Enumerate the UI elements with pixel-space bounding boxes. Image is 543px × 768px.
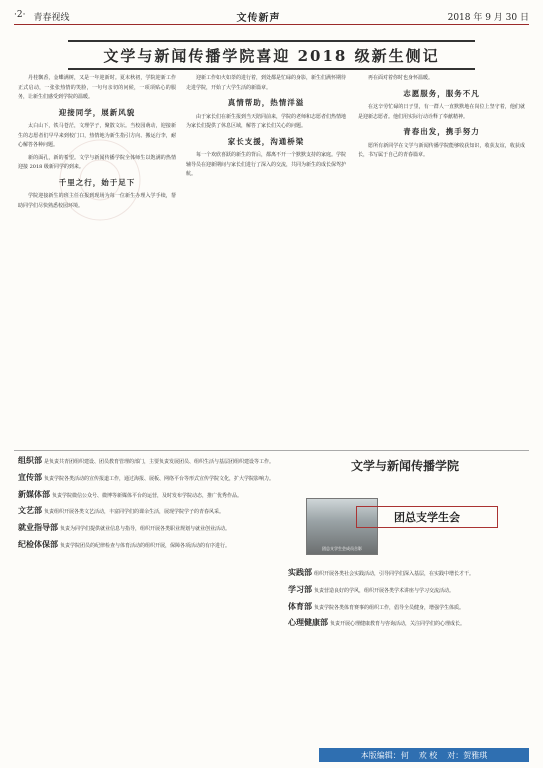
subheading: 家长支援，沟通桥梁 [227, 136, 305, 146]
page-number: ·2· [14, 9, 26, 20]
lower-section [14, 450, 529, 768]
issue-date: 2018 年 9 月 30 日 [447, 12, 529, 23]
group-photo: 团总支学生会成员合影 [306, 498, 378, 555]
student-union-subtitle: 团总支学生会 [356, 506, 498, 528]
article-column-2: 迎新工作如火如荼的进行着，到处都是忙碌的身影，新生们满怀期待走进学院，开始了大学生活的新篇章。 真情帮助，热情洋溢 由于家长们在新生报到当天陪同前来，学院的老师和志愿者们热情地为家长们提供了休息区域，解答了家长们关心的问题。 家长支援，沟通桥梁 每一个欢欣喜跃的新生的背后，都离不开一个默默支持的家庭。学院辅导员在迎新期间与家长们进行了深入的交流，共同为新生的成长保驾护航。 [186, 75, 346, 177]
list-item: 文艺部 负责组织开展各类文艺活动，丰富同学们的课余生活，展现学院学子的青春风采。 [18, 505, 225, 516]
list-item: 纪检体保部 负责学院团员的纪律检查与体育活动的组织开展，保障各项活动的有序进行。 [18, 538, 231, 549]
department-list-left [18, 456, 280, 557]
subheading: 迎接同学，展新风貌 [58, 107, 136, 117]
subheading: 青春出发，携手努力 [403, 127, 480, 136]
subheading: 真情帮助，热情洋溢 [227, 98, 305, 107]
list-item: 体育部 负责学院各类体育赛事的组织工作，倡导全员健身，增强学生体质。 [288, 600, 465, 611]
list-item: 实践部 组织开展各类社会实践活动，引导同学们深入基层，在实践中增长才干。 [288, 567, 475, 577]
subheading: 志愿服务，服务不凡 [403, 88, 480, 98]
article-column-3: 再在面对着你时也身怀温暖。 志愿服务，服务不凡 在这辛劳忙碌的日子里，有一群人一直默默地在岗位上坚守着，他们就是迎新志愿者。他们用实际行动诠释了奉献精神。 青春出发，携手努力 愿所有新同学在文学与新闻传播学院能够收获知识，收获友谊，收获成长，书写属于自己的青春篇章。 [358, 75, 525, 158]
editor-credit-bar: 本版编辑：何 欢 校 对：贺雅琪 [319, 748, 529, 762]
student-union-block [286, 456, 529, 768]
section-name: 青春视线 [33, 12, 70, 23]
article-column-1: 丹桂飘香，金蝶满树，又是一年迎新时。夏末秋初，学院迎新工作正式启动，一张张热情的笑脸，一句句亲切的问候，一项项贴心的服务，让新生们感受到学院的温暖。 迎接同学，展新风貌 太白山下，铁马苍茫，文理学子，聚散文坛。当校园萌动，迎接新生的志愿者们早早来到校门口，热情地为新生指引方向、搬运行李，耐心解答各种问题。 新的面孔，新的希望。文学与新闻传播学院全体师生以饱满的热情迎接 2018 级新同学的到来。 千里之行，始于足下 学院迎接新生的班主任在报到现场为每一位新生办理入学手续，帮助同学们尽快熟悉校园环境。 [18, 75, 176, 209]
article-title: 文学与新闻传播学院喜迎 2018 级新生侧记 [68, 40, 475, 70]
list-item: 学习部 负责营造良好的学风，组织开展各类学术讲座与学习交流活动。 [288, 583, 455, 594]
masthead: 文传新声 [236, 12, 281, 24]
list-item: 就业指导部 负责为同学们提供就业信息与指导，组织开展各类职业规划与就业创业活动。 [18, 522, 231, 533]
list-item: 心理健康部 负责开展心理健康教育与咨询活动，关注同学们的心理成长。 [288, 617, 466, 628]
list-item: 新媒体部 负责学院微信公众号、微博等新媒体平台的运营，及时发布学院动态，推广优秀作品。 [18, 488, 243, 499]
student-union-title: 文学与新闻传播学院 [350, 459, 459, 473]
subheading: 千里之行，始于足下 [58, 177, 136, 187]
list-item: 组织部 是负责共青团组织建设、团员教育管理的部门，主要负责发展团员、组织生活与基层团组织建设等工作。 [18, 455, 275, 465]
department-list-right [288, 568, 528, 635]
list-item: 宣传部 负责学院各类活动的宣传报道工作，通过海报、展板、网络平台等形式宣传学院文化，扩大学院影响力。 [18, 471, 275, 482]
page-header [14, 8, 529, 25]
